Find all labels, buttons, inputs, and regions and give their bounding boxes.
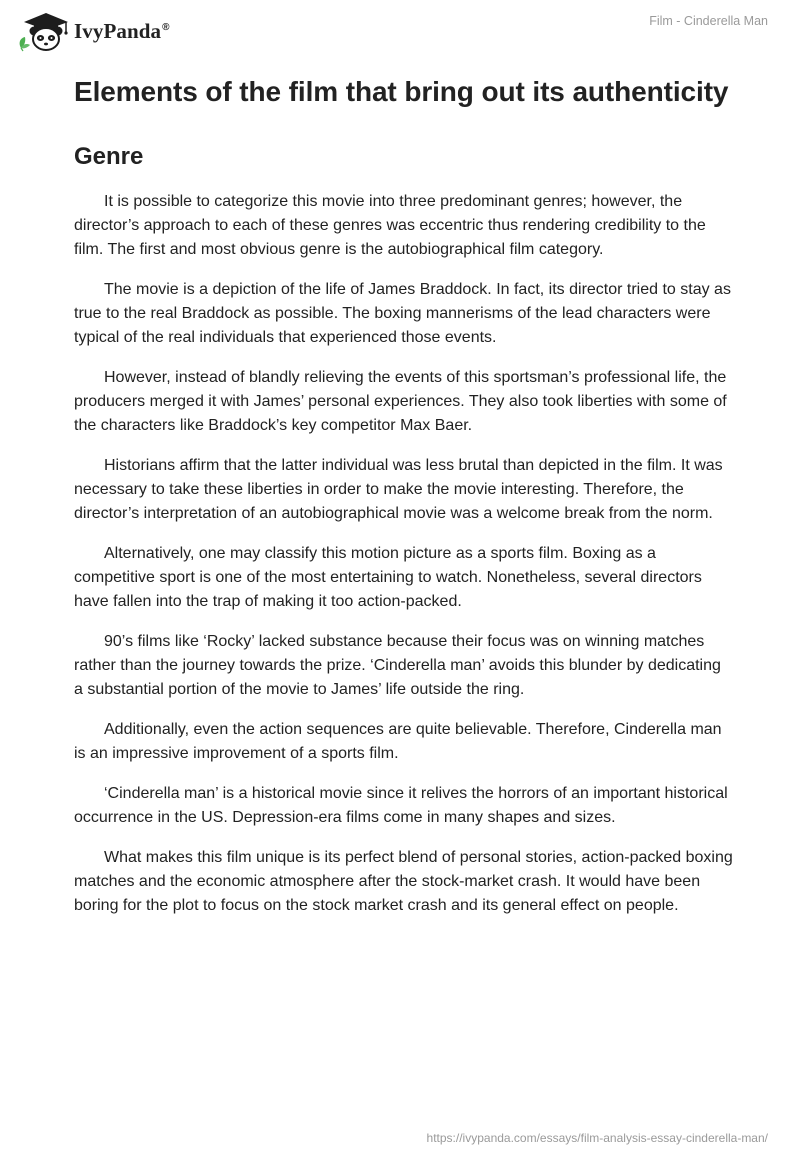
brand-name: IvyPanda® xyxy=(74,18,170,43)
article-title: Elements of the film that bring out its authenticity xyxy=(74,76,729,107)
paragraph: What makes this film unique is its perfect blend of personal stories, action-packed boxing matches and the economic atmosphere after the stock-market crash. It would have been boring for the plot to focus on the stock market crash and its general effect on people. xyxy=(74,849,733,914)
paragraph: 90’s films like ‘Rocky’ lacked substance because their focus was on winning matches rather than the journey towards the prize. ‘Cinderella man’ avoids this blunder by dedicating a substantial portion of the movie to James’ life outside the ring. xyxy=(74,633,721,698)
section-heading-genre: Genre xyxy=(74,143,144,170)
paragraph: Additionally, even the action sequences are quite believable. Therefore, Cinderella man is an impressive improvement of a sports film. xyxy=(74,721,722,762)
paragraph: Historians affirm that the latter individual was less brutal than depicted in the film. It was necessary to take these liberties in order to make the movie interesting. Therefore, the director’s interpretation of an autobiographical movie was a welcome break from the norm. xyxy=(74,457,723,522)
paragraph: Alternatively, one may classify this motion picture as a sports film. Boxing as a competitive sport is one of the most entertaining to watch. Nonetheless, several directors have fallen into the trap of making it too action-packed. xyxy=(74,545,702,610)
panda-graduation-cap-icon xyxy=(14,10,74,52)
ivypanda-logo[interactable] xyxy=(14,10,170,52)
paragraph: However, instead of blandly relieving the events of this sportsman’s professional life, the producers merged it with James’ personal experiences. They also took liberties with some of the characters like Braddock’s key competitor Max Baer. xyxy=(74,369,727,434)
page-header xyxy=(0,0,800,60)
paragraph: ‘Cinderella man’ is a historical movie since it relives the horrors of an important historical occurrence in the US. Depression-era films come in many shapes and sizes. xyxy=(74,785,728,826)
article-body xyxy=(74,72,734,934)
source-url-link[interactable]: https://ivypanda.com/essays/film-analysis-essay-cinderella-man/ xyxy=(426,1131,768,1145)
paragraph: It is possible to categorize this movie into three predominant genres; however, the director’s approach to each of these genres was eccentric thus rendering credibility to the film. The first and most obvious genre is the autobiographical film category. xyxy=(74,193,706,258)
paragraph: The movie is a depiction of the life of James Braddock. In fact, its director tried to stay as true to the real Braddock as possible. The boxing mannerisms of the lead characters were typical of the real individuals that experienced those events. xyxy=(74,281,731,346)
document-reference: Film - Cinderella Man xyxy=(649,14,768,28)
registered-mark: ® xyxy=(162,21,170,33)
